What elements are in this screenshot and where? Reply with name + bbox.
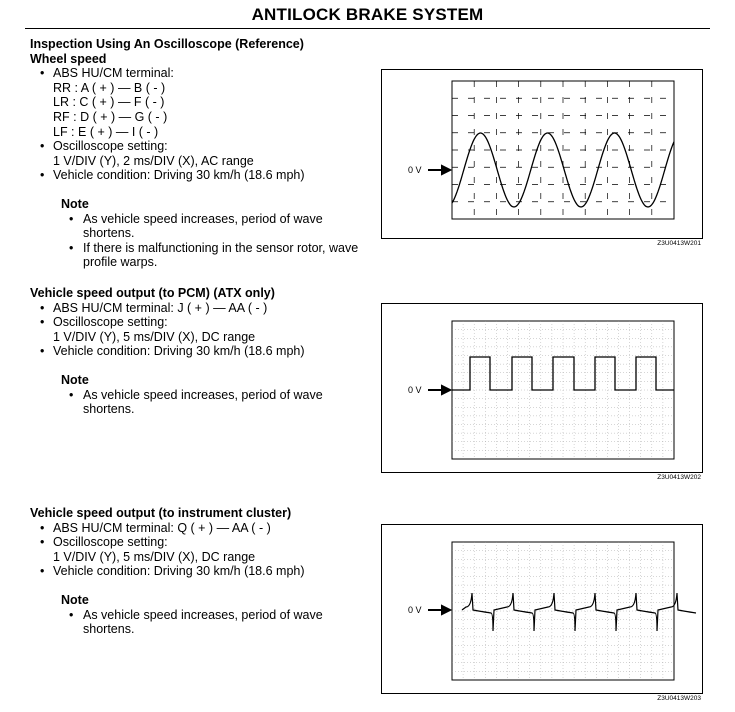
arrow-icon	[428, 386, 450, 394]
terminal-line: RF : D ( + ) — G ( - )	[53, 109, 168, 124]
terminal-item: • ABS HU/CM terminal: RR : A ( + ) — B ( - ) LR : C ( + ) — F ( - ) RF : D ( + ) — G ( - ) LF : E ( + ) — I ( - )	[30, 66, 370, 139]
zero-volt-label: 0 V	[408, 385, 422, 395]
section-heading: Vehicle speed output (to PCM) (ATX only)	[30, 286, 275, 300]
vehicle-condition-item: • Vehicle condition: Driving 30 km/h (18.6 mph)	[30, 344, 370, 359]
note-block	[30, 197, 370, 270]
note-label: Note	[61, 196, 89, 211]
page-title: ANTILOCK BRAKE SYSTEM	[251, 5, 484, 24]
oscilloscope-figure-sine	[381, 69, 703, 239]
section-cluster-output	[30, 506, 370, 637]
section-heading: Inspection Using An Oscilloscope (Reference)	[30, 37, 304, 51]
zero-volt-label: 0 V	[408, 605, 422, 615]
section-pcm-output	[30, 286, 370, 417]
terminal-line: RR : A ( + ) — B ( - )	[53, 80, 166, 95]
page-header	[0, 0, 735, 30]
title-rule	[25, 28, 710, 29]
oscilloscope-setting-item: • Oscilloscope setting: 1 V/DIV (Y), 5 ms/DIV (X), DC range	[30, 315, 370, 344]
vehicle-condition-item: • Vehicle condition: Driving 30 km/h (18.6 mph)	[30, 564, 370, 579]
note-block	[30, 373, 370, 417]
bullet-list	[30, 66, 370, 183]
terminal-line: LR : C ( + ) — F ( - )	[53, 95, 165, 110]
oscilloscope-setting-item: • Oscilloscope setting: 1 V/DIV (Y), 2 ms/DIV (X), AC range	[30, 139, 370, 168]
oscilloscope-figure-square	[381, 303, 703, 473]
arrow-icon	[428, 166, 450, 174]
figure-code: Z3U0413W201	[657, 240, 701, 247]
zero-volt-label: 0 V	[408, 165, 422, 175]
terminal-item: • ABS HU/CM terminal: J ( + ) — AA ( - )	[30, 301, 370, 316]
note-block	[30, 593, 370, 637]
figure-code: Z3U0413W203	[657, 695, 701, 702]
section-subheading: Wheel speed	[30, 51, 107, 66]
square-waveform	[452, 357, 674, 390]
scope-grid	[452, 321, 674, 459]
terminal-line: LF : E ( + ) — I ( - )	[53, 124, 159, 139]
oscilloscope-setting-item: • Oscilloscope setting: 1 V/DIV (Y), 5 ms/DIV (X), DC range	[30, 535, 370, 564]
figure-code: Z3U0413W202	[657, 474, 701, 481]
note-label: Note	[61, 592, 89, 607]
note-item: • If there is malfunctioning in the sensor rotor, wave profile warps.	[61, 241, 370, 270]
spike-waveform	[462, 593, 696, 631]
vehicle-condition-item: • Vehicle condition: Driving 30 km/h (18.6 mph)	[30, 168, 370, 183]
section-wheel-speed	[30, 37, 370, 270]
arrow-icon	[428, 606, 450, 614]
oscilloscope-figure-spike	[381, 524, 703, 694]
note-item: • As vehicle speed increases, period of wave shortens.	[61, 608, 370, 637]
terminal-item: • ABS HU/CM terminal: Q ( + ) — AA ( - )	[30, 521, 370, 536]
note-label: Note	[61, 372, 89, 387]
note-item: • As vehicle speed increases, period of wave shortens.	[61, 388, 370, 417]
note-item: • As vehicle speed increases, period of wave shortens.	[61, 212, 370, 241]
section-heading: Vehicle speed output (to instrument cluster)	[30, 506, 292, 520]
